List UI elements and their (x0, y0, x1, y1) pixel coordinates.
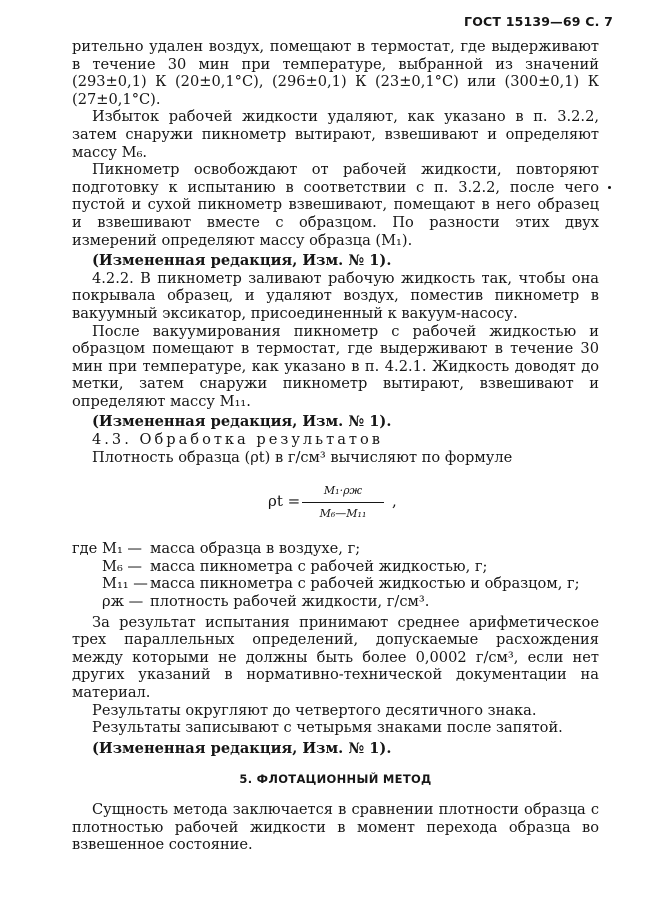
legend-row (72, 575, 599, 593)
revision-note-2: (Измененная редакция, Изм. № 1). (92, 413, 392, 431)
formula-trailing: , (392, 492, 397, 511)
legend-lead: где (72, 540, 98, 558)
paragraph-recording: Результаты записывают с четырьмя знаками после запятой. (92, 719, 563, 737)
paragraph-4-2-2: 4.2.2. В пикнометр заливают рабочую жидкость так, чтобы она покрывала образец, и удаляют воздух, поместив пикнометр в вакуумный эксикатор, присоединенный к вакуум-насосу. (72, 269, 599, 322)
revision-note-1: (Измененная редакция, Изм. № 1). (92, 252, 392, 270)
legend-description: масса образца в воздухе, г; (150, 540, 361, 558)
legend-description: масса пикнометра с рабочей жидкостью, г; (150, 557, 488, 575)
legend-symbol: ρж — (102, 593, 144, 611)
page-header: ГОСТ 15139—69 С. 7 (464, 14, 613, 29)
formula-legend (72, 540, 599, 610)
paragraph-result-average: За результат испытания принимают среднее арифметическое трех параллельных определений, допускаемые расхождения между которыми не должны быть более 0,0002 г/см³, если нет других указаний в нормативно-технической документации на материал. (72, 613, 599, 701)
legend-row (72, 540, 599, 558)
paragraph-pycnometer-release: Пикнометр освобождают от рабочей жидкости, повторяют подготовку к испытанию в соответствии с п. 3.2.2, после чего пустой и сухой пикнометр взвешивают, помещают в него образец и взвешивают вместе с образцом. По разности этих двух измерений определяют массу образца (M₁). (72, 161, 599, 249)
legend-symbol: M₆ — (102, 557, 143, 575)
formula-fraction (302, 482, 384, 522)
section-4-3-title: 4.3. Обработка результатов (92, 431, 383, 449)
legend-symbol: где M₁ — (72, 540, 143, 558)
legend-row (72, 558, 599, 576)
page-content (72, 38, 599, 854)
legend-description: масса пикнометра с рабочей жидкостью и образцом, г; (150, 575, 580, 593)
section-5-title: 5. ФЛОТАЦИОННЫЙ МЕТОД (239, 772, 432, 787)
formula-lhs: ρt = (268, 492, 301, 511)
paragraph-density-formula-intro: Плотность образца (ρt) в г/см³ вычисляют по формуле (92, 448, 513, 466)
formula-denominator: M₆—M₁₁ (319, 506, 367, 520)
paragraph-excess-liquid: Избыток рабочей жидкости удаляют, как указано в п. 3.2.2, затем снаружи пикнометр вытирают, взвешивают и определяют массу M₆. (72, 108, 599, 161)
legend-row (72, 593, 599, 611)
revision-note-3: (Измененная редакция, Изм. № 1). (92, 739, 392, 757)
paragraph-continuation: рительно удален воздух, помещают в термостат, где выдерживают в течение 30 мин при температуре, выбранной из значений (293±0,1) К (20±0,1°С), (296±0,1) К (23±0,1°С) или (300±0,1) К (27±0,1°С). (72, 38, 599, 108)
margin-dot (608, 186, 611, 189)
paragraph-vacuum: После вакуумирования пикнометр с рабочей жидкостью и образцом помещают в термостат, где выдерживают в течение 30 мин при температуре, как указано в п. 4.2.1. Жидкость доводят до метки, затем снаружи пикнометр вытирают, взвешивают и определяют массу M₁₁. (72, 322, 599, 410)
legend-description: плотность рабочей жидкости, г/см³. (150, 593, 430, 611)
paragraph-rounding: Результаты округляют до четвертого десятичного знака. (92, 701, 537, 719)
legend-symbol: M₁₁ — (102, 575, 148, 593)
paragraph-flotation-essence: Сущность метода заключается в сравнении плотности образца с плотностью рабочей жидкости в момент перехода образца во взвешенное состояние. (72, 800, 599, 854)
formula-numerator: M₁·ρж (323, 484, 363, 498)
density-formula (72, 478, 599, 530)
